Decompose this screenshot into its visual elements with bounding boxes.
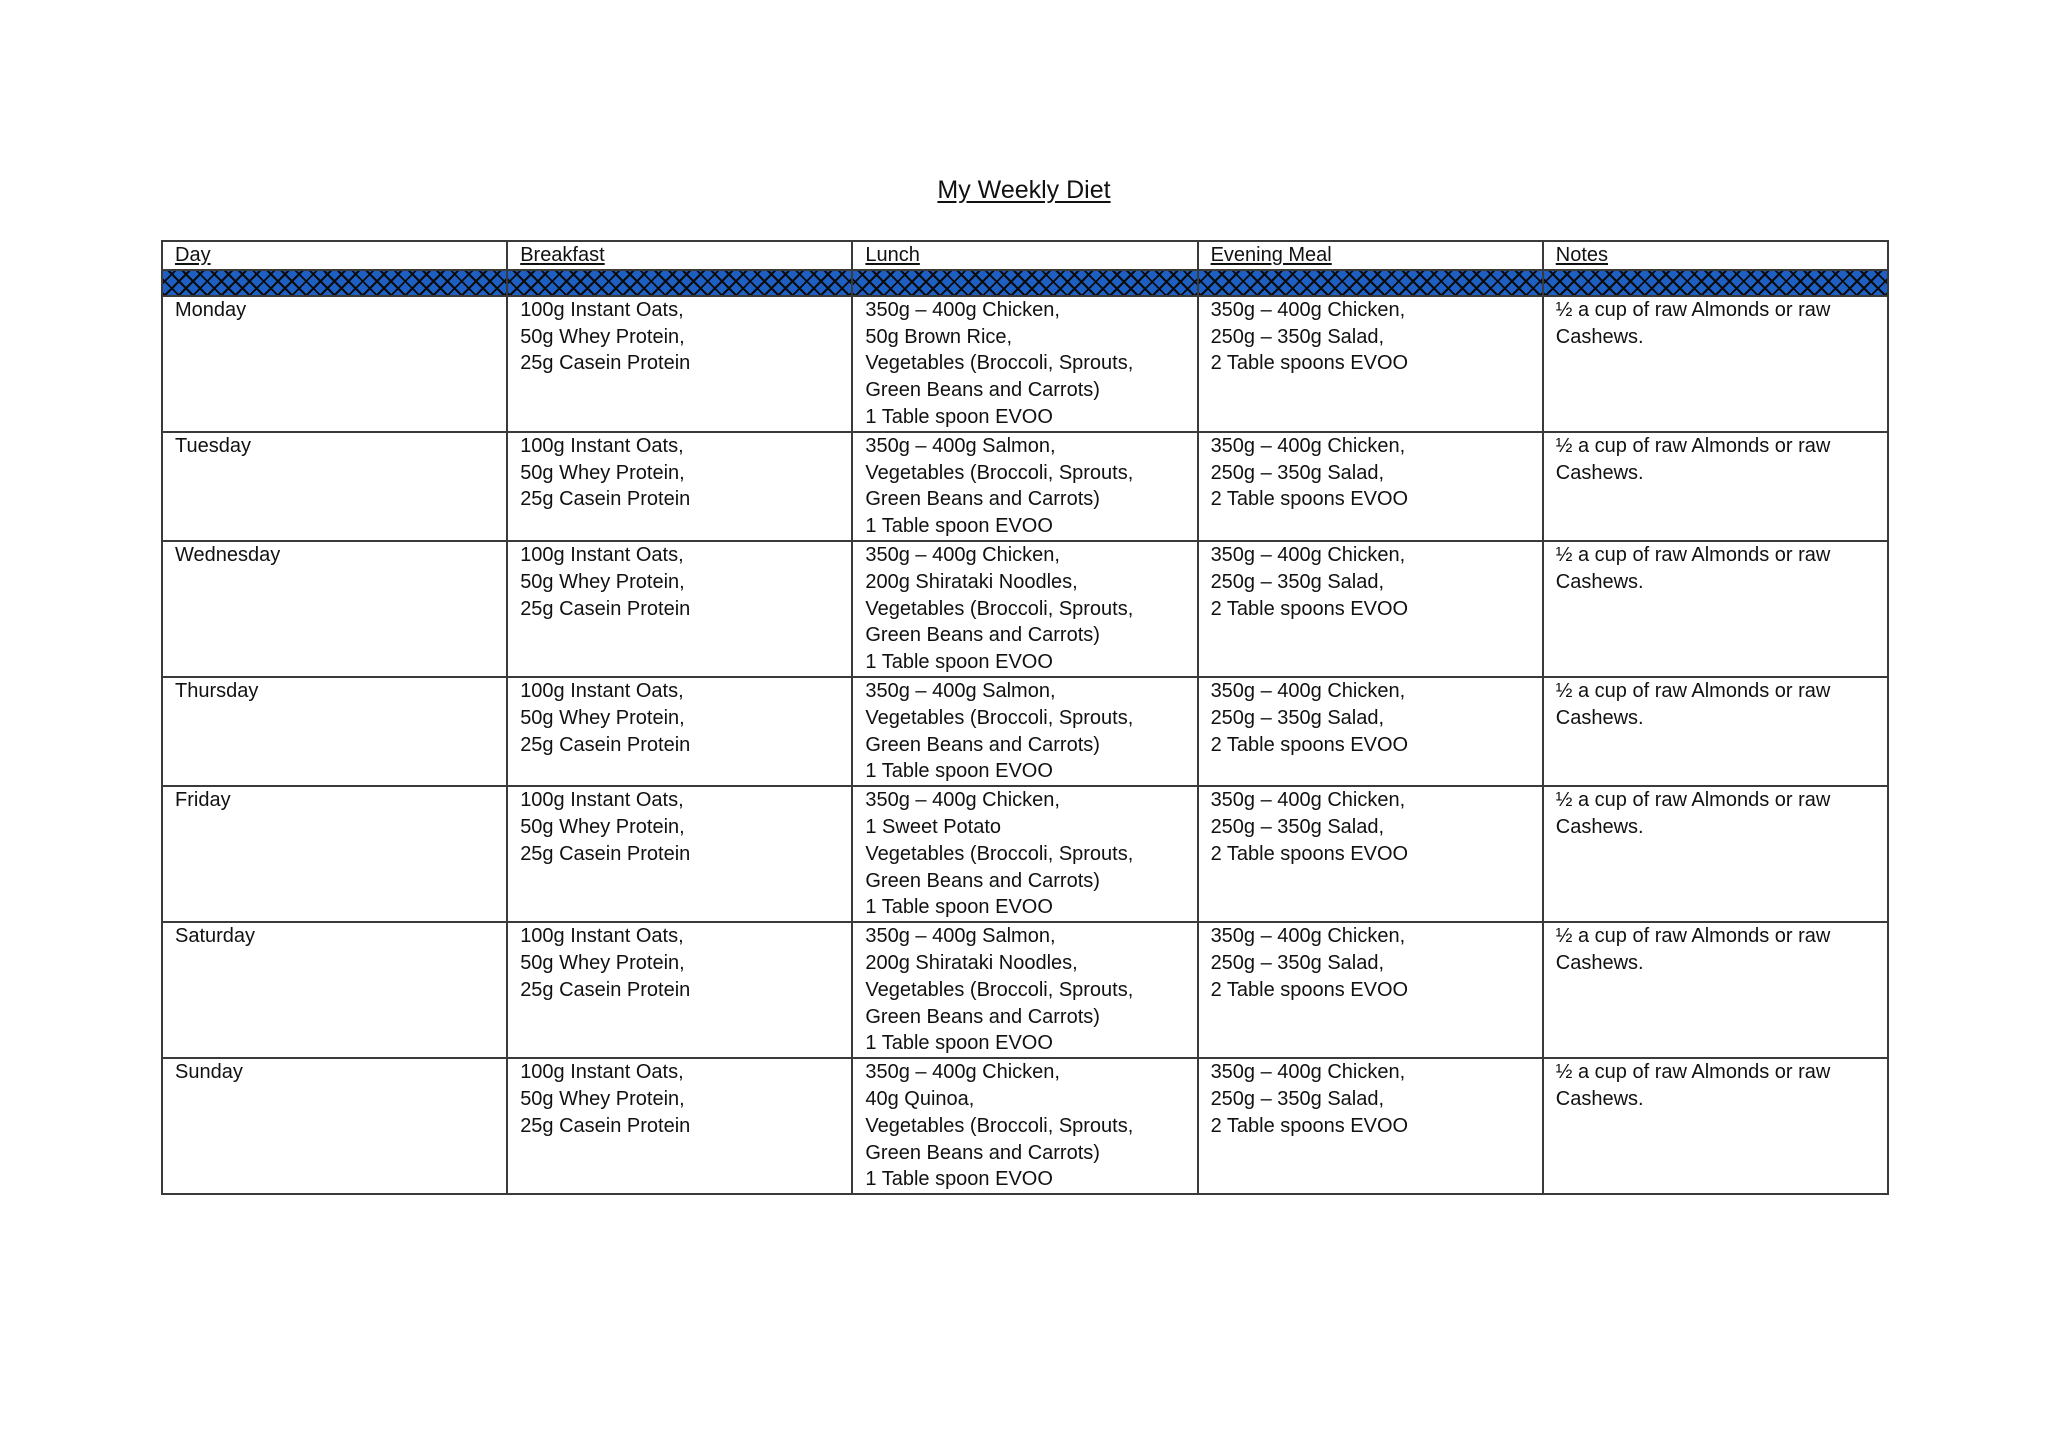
lunch-cell-line: 350g – 400g Chicken, [865, 789, 1060, 812]
day-cell [162, 677, 507, 786]
day-label: Sunday [175, 1061, 243, 1084]
day-cell [162, 1058, 507, 1194]
notes-cell-line: ½ a cup of raw Almonds or raw [1555, 679, 1831, 702]
lunch-cell-line: Vegetables (Broccoli, Sprouts, [865, 597, 1134, 620]
breakfast-cell [507, 786, 852, 922]
lunch-cell-line: 50g Brown Rice, [865, 325, 1013, 348]
day-cell [162, 786, 507, 922]
notes-cell-line: Cashews. [1555, 951, 1644, 974]
column-header-notes: Notes [1543, 241, 1888, 270]
lunch-cell-line: 350g – 400g Salmon, [865, 925, 1056, 948]
lunch-cell-line: Green Beans and Carrots) [865, 624, 1100, 647]
evening-meal-cell-line: 250g – 350g Salad, [1210, 325, 1385, 348]
evening-meal-cell-line: 350g – 400g Chicken, [1210, 925, 1406, 948]
lunch-cell-line: Green Beans and Carrots) [865, 869, 1100, 892]
breakfast-cell-line: 100g Instant Oats, [520, 434, 684, 457]
pattern-cell [1543, 270, 1888, 296]
lunch-cell [852, 1058, 1197, 1194]
evening-meal-cell-line: 250g – 350g Salad, [1210, 1087, 1385, 1110]
breakfast-cell-line: 50g Whey Protein, [520, 325, 685, 348]
breakfast-cell-line: 50g Whey Protein, [520, 1087, 685, 1110]
table-row-wednesday [162, 541, 1888, 677]
breakfast-cell-line: 25g Casein Protein [520, 352, 691, 375]
lunch-cell-line: 200g Shirataki Noodles, [865, 570, 1078, 593]
evening-meal-cell [1198, 677, 1543, 786]
lunch-cell-line: Green Beans and Carrots) [865, 733, 1100, 756]
notes-cell [1543, 296, 1888, 432]
breakfast-cell [507, 541, 852, 677]
lunch-cell-line: 1 Table spoon EVOO [865, 1032, 1053, 1055]
table-row-tuesday [162, 432, 1888, 541]
decorative-pattern-row [162, 270, 1888, 296]
lunch-cell-line: Green Beans and Carrots) [865, 379, 1100, 402]
evening-meal-cell [1198, 1058, 1543, 1194]
lunch-cell-line: Vegetables (Broccoli, Sprouts, [865, 461, 1134, 484]
evening-meal-cell-line: 250g – 350g Salad, [1210, 461, 1385, 484]
day-label: Wednesday [175, 543, 281, 566]
lunch-cell-line: 1 Table spoon EVOO [865, 896, 1053, 919]
table-body [162, 296, 1888, 1194]
lunch-cell-line: Vegetables (Broccoli, Sprouts, [865, 842, 1134, 865]
day-cell [162, 432, 507, 541]
lunch-cell-line: Green Beans and Carrots) [865, 1141, 1100, 1164]
breakfast-cell-line: 50g Whey Protein, [520, 461, 685, 484]
lunch-cell-line: 1 Table spoon EVOO [865, 1168, 1053, 1191]
evening-meal-cell-line: 350g – 400g Chicken, [1210, 1061, 1406, 1084]
lunch-cell [852, 922, 1197, 1058]
breakfast-cell-line: 25g Casein Protein [520, 978, 691, 1001]
table-row-friday [162, 786, 1888, 922]
notes-cell [1543, 432, 1888, 541]
lunch-cell-line: 1 Table spoon EVOO [865, 405, 1053, 428]
evening-meal-cell-line: 250g – 350g Salad, [1210, 570, 1385, 593]
table-row-sunday [162, 1058, 1888, 1194]
evening-meal-cell-line: 2 Table spoons EVOO [1210, 597, 1409, 620]
lunch-cell-line: 350g – 400g Chicken, [865, 543, 1060, 566]
breakfast-cell-line: 25g Casein Protein [520, 1114, 691, 1137]
evening-meal-cell-line: 350g – 400g Chicken, [1210, 543, 1406, 566]
evening-meal-cell-line: 2 Table spoons EVOO [1210, 1114, 1409, 1137]
evening-meal-cell [1198, 786, 1543, 922]
notes-cell [1543, 677, 1888, 786]
lunch-cell [852, 296, 1197, 432]
day-label: Saturday [175, 925, 256, 948]
breakfast-cell [507, 922, 852, 1058]
table-row-thursday [162, 677, 1888, 786]
notes-cell-line: Cashews. [1555, 325, 1644, 348]
breakfast-cell-line: 100g Instant Oats, [520, 925, 684, 948]
evening-meal-cell-line: 250g – 350g Salad, [1210, 951, 1385, 974]
weekly-diet-table [161, 240, 1889, 1195]
pattern-cell [1198, 270, 1543, 296]
breakfast-cell-line: 25g Casein Protein [520, 733, 691, 756]
evening-meal-cell-line: 350g – 400g Chicken, [1210, 434, 1406, 457]
breakfast-cell [507, 1058, 852, 1194]
breakfast-cell-line: 100g Instant Oats, [520, 679, 684, 702]
pattern-cell [507, 270, 852, 296]
evening-meal-cell-line: 2 Table spoons EVOO [1210, 352, 1409, 375]
evening-meal-cell-line: 2 Table spoons EVOO [1210, 488, 1409, 511]
day-cell [162, 922, 507, 1058]
notes-cell-line: ½ a cup of raw Almonds or raw [1555, 925, 1831, 948]
lunch-cell [852, 541, 1197, 677]
evening-meal-cell [1198, 432, 1543, 541]
lunch-cell-line: Green Beans and Carrots) [865, 1005, 1100, 1028]
lunch-cell-line: Vegetables (Broccoli, Sprouts, [865, 1114, 1134, 1137]
notes-cell-line: Cashews. [1555, 706, 1644, 729]
evening-meal-cell-line: 250g – 350g Salad, [1210, 706, 1385, 729]
document-title: My Weekly Diet [937, 176, 1111, 204]
evening-meal-cell-line: 350g – 400g Chicken, [1210, 298, 1406, 321]
lunch-cell [852, 786, 1197, 922]
lunch-cell-line: 350g – 400g Salmon, [865, 679, 1056, 702]
lunch-cell-line: Vegetables (Broccoli, Sprouts, [865, 706, 1134, 729]
table-row-saturday [162, 922, 1888, 1058]
day-label: Thursday [175, 679, 259, 702]
breakfast-cell-line: 50g Whey Protein, [520, 706, 685, 729]
day-cell [162, 296, 507, 432]
lunch-cell-line: Vegetables (Broccoli, Sprouts, [865, 352, 1134, 375]
notes-cell-line: ½ a cup of raw Almonds or raw [1555, 789, 1831, 812]
breakfast-cell-line: 100g Instant Oats, [520, 1061, 684, 1084]
evening-meal-cell-line: 250g – 350g Salad, [1210, 815, 1385, 838]
notes-cell [1543, 541, 1888, 677]
column-header-breakfast: Breakfast [507, 241, 852, 270]
breakfast-cell-line: 100g Instant Oats, [520, 789, 684, 812]
day-label: Tuesday [175, 434, 251, 457]
day-label: Monday [175, 298, 247, 321]
evening-meal-cell-line: 350g – 400g Chicken, [1210, 789, 1406, 812]
breakfast-cell [507, 296, 852, 432]
breakfast-cell [507, 432, 852, 541]
evening-meal-cell-line: 2 Table spoons EVOO [1210, 978, 1409, 1001]
breakfast-cell-line: 100g Instant Oats, [520, 298, 684, 321]
notes-cell-line: ½ a cup of raw Almonds or raw [1555, 543, 1831, 566]
evening-meal-cell-line: 2 Table spoons EVOO [1210, 733, 1409, 756]
evening-meal-cell [1198, 296, 1543, 432]
notes-cell [1543, 1058, 1888, 1194]
lunch-cell-line: 1 Table spoon EVOO [865, 515, 1053, 538]
evening-meal-cell-line: 2 Table spoons EVOO [1210, 842, 1409, 865]
lunch-cell-line: 1 Table spoon EVOO [865, 760, 1053, 783]
breakfast-cell-line: 50g Whey Protein, [520, 951, 685, 974]
header-row [162, 241, 1888, 270]
lunch-cell-line: 350g – 400g Chicken, [865, 298, 1060, 321]
column-header-lunch: Lunch [852, 241, 1197, 270]
notes-cell-line: Cashews. [1555, 815, 1644, 838]
breakfast-cell-line: 25g Casein Protein [520, 842, 691, 865]
lunch-cell-line: 200g Shirataki Noodles, [865, 951, 1078, 974]
breakfast-cell-line: 50g Whey Protein, [520, 570, 685, 593]
breakfast-cell [507, 677, 852, 786]
table-row-monday [162, 296, 1888, 432]
notes-cell-line: Cashews. [1555, 570, 1644, 593]
lunch-cell-line: 1 Table spoon EVOO [865, 651, 1053, 674]
lunch-cell-line: Green Beans and Carrots) [865, 488, 1100, 511]
column-header-evening-meal: Evening Meal [1198, 241, 1543, 270]
lunch-cell-line: Vegetables (Broccoli, Sprouts, [865, 978, 1134, 1001]
breakfast-cell-line: 50g Whey Protein, [520, 815, 685, 838]
lunch-cell-line: 350g – 400g Salmon, [865, 434, 1056, 457]
notes-cell-line: ½ a cup of raw Almonds or raw [1555, 298, 1831, 321]
breakfast-cell-line: 100g Instant Oats, [520, 543, 684, 566]
pattern-cell [852, 270, 1197, 296]
notes-cell [1543, 922, 1888, 1058]
breakfast-cell-line: 25g Casein Protein [520, 488, 691, 511]
notes-cell-line: Cashews. [1555, 1087, 1644, 1110]
day-cell [162, 541, 507, 677]
notes-cell-line: Cashews. [1555, 461, 1644, 484]
day-label: Friday [175, 789, 231, 812]
evening-meal-cell [1198, 541, 1543, 677]
lunch-cell-line: 40g Quinoa, [865, 1087, 975, 1110]
evening-meal-cell [1198, 922, 1543, 1058]
notes-cell-line: ½ a cup of raw Almonds or raw [1555, 1061, 1831, 1084]
notes-cell [1543, 786, 1888, 922]
pattern-cell [162, 270, 507, 296]
column-header-day: Day [162, 241, 507, 270]
notes-cell-line: ½ a cup of raw Almonds or raw [1555, 434, 1831, 457]
evening-meal-cell-line: 350g – 400g Chicken, [1210, 679, 1406, 702]
breakfast-cell-line: 25g Casein Protein [520, 597, 691, 620]
lunch-cell-line: 350g – 400g Chicken, [865, 1061, 1060, 1084]
lunch-cell [852, 432, 1197, 541]
lunch-cell-line: 1 Sweet Potato [865, 815, 1002, 838]
lunch-cell [852, 677, 1197, 786]
